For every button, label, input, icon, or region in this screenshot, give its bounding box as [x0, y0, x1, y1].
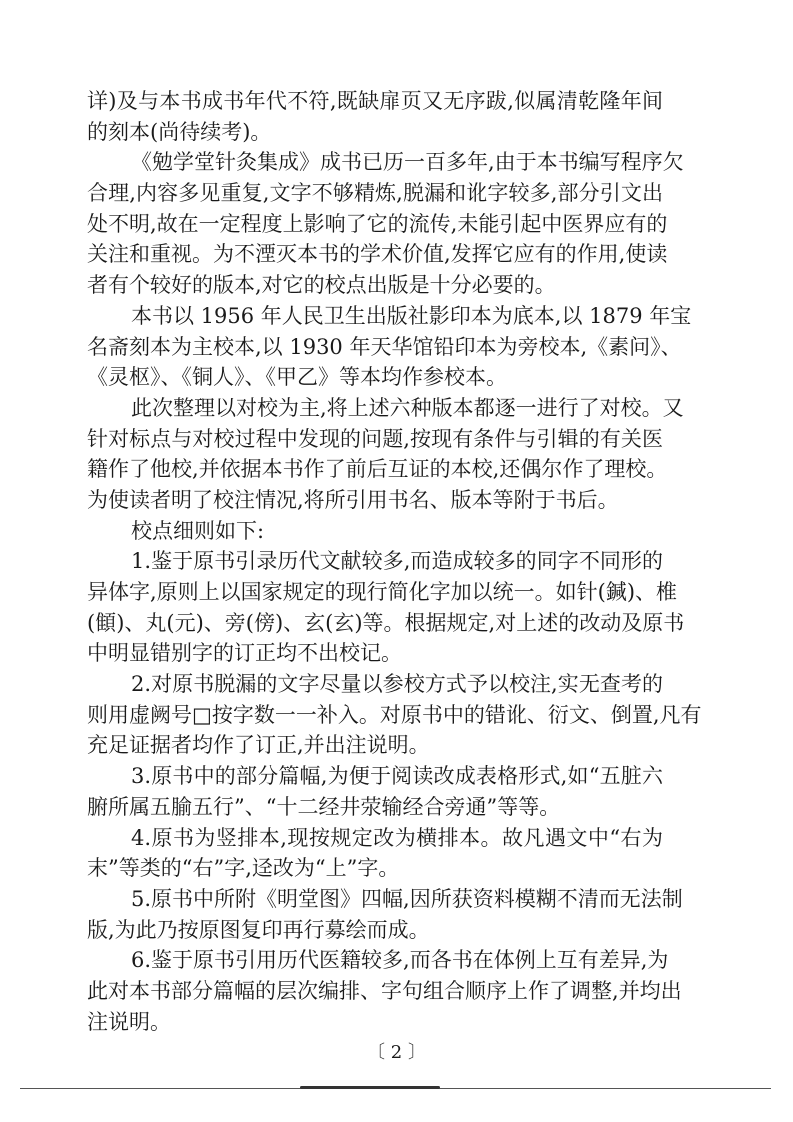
text-line: 合理,内容多见重复,文字不够精炼,脱漏和讹字较多,部分引文出: [87, 181, 663, 206]
text-line: 末”等类的“右”字,迳改为“上”字。: [87, 856, 400, 881]
text-line: 3.原书中的部分篇幅,为便于阅读改成表格形式,如“五脏六: [131, 764, 663, 789]
text-line: 《勉学堂针灸集成》成书已历一百多年,由于本书编写程序欠: [131, 150, 684, 175]
text-line: 关注和重视。为不湮灭本书的学术价值,发挥它应有的作用,使读: [87, 242, 668, 267]
text-line: (顀)、丸(元)、旁(傍)、玄(玄)等。根据规定,对上述的改动及原书: [87, 610, 685, 635]
text-line: 名斋刻本为主校本,以 1930 年天华馆铅印本为旁校本,《素问》、: [87, 334, 682, 359]
paragraph: [87, 945, 682, 1037]
text-line: 充足证据者均作了订正,并出注说明。: [87, 733, 430, 758]
paragraph: [87, 761, 663, 822]
text-line: 详)及与本书成书年代不符,既缺扉页又无序跋,似属清乾隆年间: [87, 89, 663, 113]
text-line: 4.原书为竖排本,现按规定改为横排本。故凡遇文中“右为: [131, 825, 663, 850]
text-line: 6.鉴于原书引用历代医籍较多,而各书在体例上互有差异,为: [131, 948, 669, 973]
text-line: 《灵枢》、《铜人》、《甲乙》等本均作参校本。: [87, 365, 507, 390]
text-line: 腑所属五腧五行”、“十二经井荥输经合旁通”等等。: [87, 794, 561, 819]
paragraph: [87, 86, 663, 147]
text-line: 此次整理以对校为主,将上述六种版本都逐一进行了对校。又: [131, 395, 684, 420]
page-number: 〔 2 〕: [367, 1042, 426, 1063]
paragraph: [87, 884, 683, 945]
paragraph: [87, 301, 692, 393]
text-line: 籍作了他校,并依据本书作了前后互证的本校,还偶尔作了理校。: [87, 457, 668, 482]
text-line: 者有个较好的版本,对它的校点出版是十分必要的。: [87, 273, 556, 298]
text-line: 5.原书中所附《明堂图》四幅,因所获资料模糊不清而无法制: [131, 886, 683, 911]
text-line: 处不明,故在一定程度上影响了它的流传,未能引起中医界应有的: [87, 211, 668, 236]
document-body: [87, 86, 702, 1037]
text-line: 则用虚阙号□按字数一一补入。对原书中的错讹、衍文、倒置,凡有: [87, 702, 702, 727]
text-line: 的刻本(尚待续考)。: [87, 119, 272, 144]
paragraph: [87, 823, 663, 884]
paragraph: [87, 516, 663, 547]
bottom-rule-accent: [300, 1086, 440, 1089]
text-line: 此对本书部分篇幅的层次编排、字句组合顺序上作了调整,并均出: [87, 978, 682, 1003]
paragraph: [87, 669, 702, 761]
text-line: 版,为此乃按原图复印再行募绘而成。: [87, 917, 430, 942]
text-line: 注说明。: [87, 1009, 171, 1034]
paragraph: [87, 546, 685, 669]
text-line: 异体字,原则上以国家规定的现行简化字加以统一。如针(鍼)、椎: [87, 580, 678, 604]
text-line: 针对标点与对校过程中发现的问题,按现有条件与引辑的有关医: [87, 426, 663, 451]
text-line: 1.鉴于原书引录历代文献较多,而造成较多的同字不同形的: [131, 549, 663, 574]
text-line: 2.对原书脱漏的文字尽量以参校方式予以校注,实无查考的: [131, 672, 663, 697]
text-line: 为使读者明了校注情况,将所引用书名、版本等附于书后。: [87, 487, 619, 512]
text-line: 本书以 1956 年人民卫生出版社影印本为底本,以 1879 年宝: [131, 303, 692, 328]
text-line: 校点细则如下:: [131, 518, 265, 543]
paragraph: [87, 147, 684, 300]
paragraph: [87, 393, 684, 516]
text-line: 中明显错别字的订正均不出校记。: [87, 641, 402, 666]
